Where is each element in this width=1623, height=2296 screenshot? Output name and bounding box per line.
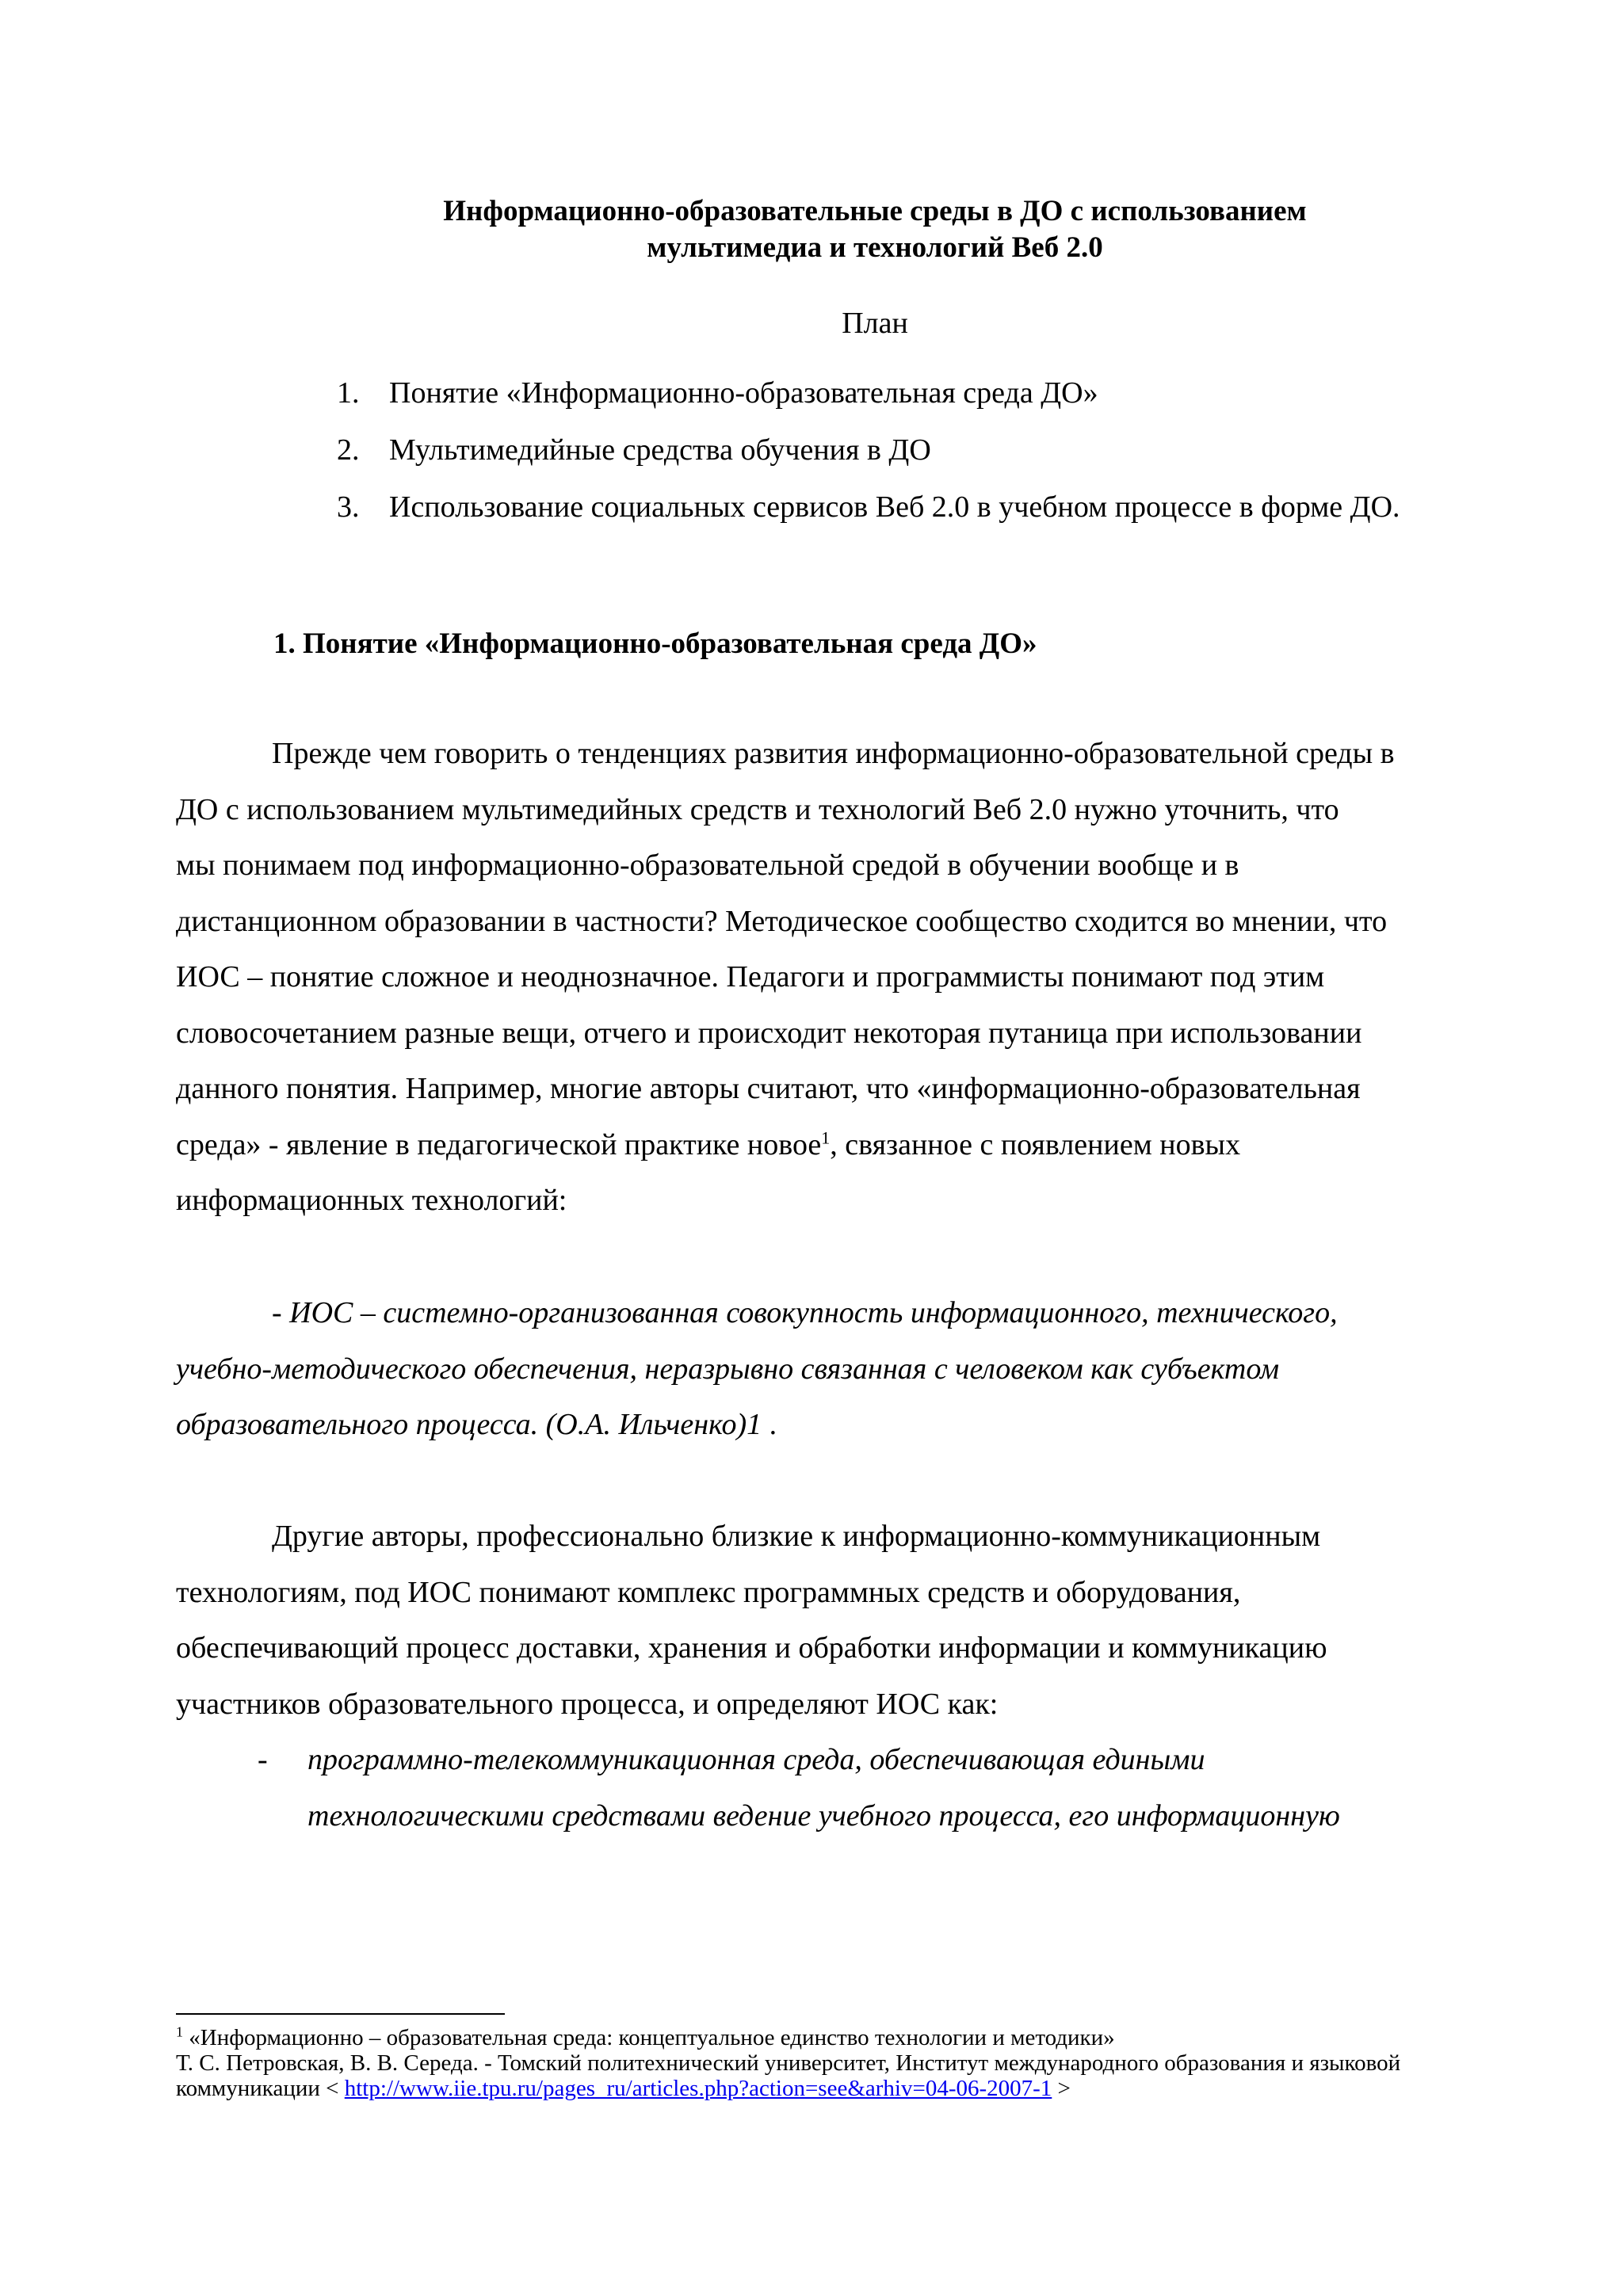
paragraph-line: ДО с использованием мультимедийных средств и технологий Веб 2.0 нужно уточнить, что xyxy=(176,793,1339,826)
paragraph-line xyxy=(176,1127,1240,1163)
plan-list xyxy=(337,375,1526,546)
paragraph-line: мы понимаем под информационно-образовательной средой в обучении вообще и в xyxy=(176,849,1239,882)
plan-item-text: Понятие «Информационно-образовательная среда ДО» xyxy=(389,376,1098,410)
document-title-line-2: мультимедиа и технологий Веб 2.0 xyxy=(647,231,1103,264)
plan-item-text: Мультимедийные средства обучения в ДО xyxy=(389,433,931,467)
document-title-line-1: Информационно-образовательные среды в ДО с использованием xyxy=(443,195,1307,227)
footnote-reference[interactable]: 1 xyxy=(821,1127,831,1148)
footnote-text: «Информационно – образовательная среда: концептуальное единство технологии и методики» xyxy=(183,2025,1115,2050)
footnote-line xyxy=(176,2076,1071,2101)
bullet-dash: - xyxy=(258,1743,268,1776)
paragraph-line: Другие авторы, профессионально близкие к информационно-коммуникационным xyxy=(272,1520,1321,1553)
footnote-link[interactable]: http://www.iie.tpu.ru/pages_ru/articles.php?action=see&arhiv=04-06-2007-1 xyxy=(344,2076,1052,2101)
plan-heading: План xyxy=(842,307,908,340)
plan-item-number: 2. xyxy=(337,433,360,467)
paragraph-line: технологиям, под ИОС понимают комплекс программных средств и оборудования, xyxy=(176,1576,1241,1609)
footnote-text: > xyxy=(1052,2076,1071,2101)
quote-text: ИОС – системно-организованная совокупность информационного, технического, xyxy=(289,1296,1338,1329)
footnote-text: коммуникации < xyxy=(176,2076,345,2101)
paragraph-line: данного понятия. Например, многие авторы считают, что «информационно-образовательная xyxy=(176,1072,1361,1105)
footnote-line xyxy=(176,2025,1115,2050)
quote-text: образовательного процесса. (О.А. Ильченко)1 xyxy=(176,1408,762,1441)
plan-item-number: 3. xyxy=(337,490,360,524)
plan-item xyxy=(337,375,1526,432)
quote-prefix: - xyxy=(272,1296,290,1329)
bullet-line: программно-телекоммуникационная среда, обеспечивающая едиными xyxy=(307,1743,1205,1776)
paragraph-line: Прежде чем говорить о тенденциях развития информационно-образовательной среды в xyxy=(272,737,1395,770)
plan-item-number: 1. xyxy=(337,376,360,410)
paragraph-line: словосочетанием разные вещи, отчего и происходит некоторая путаница при использовании xyxy=(176,1016,1362,1050)
plan-item-text: Использование социальных сервисов Веб 2.0 в учебном процессе в форме ДО. xyxy=(389,490,1400,524)
quote-line: учебно-методического обеспечения, неразрывно связанная с человеком как субъектом xyxy=(176,1352,1280,1386)
footnote-line: Т. С. Петровская, В. В. Середа. - Томский политехнический университет, Институт международного образования и языковой xyxy=(176,2050,1401,2076)
quote-suffix: . xyxy=(762,1408,777,1441)
paragraph-line: участников образовательного процесса, и определяют ИОС как: xyxy=(176,1688,999,1721)
bullet-line: технологическими средствами ведение учебного процесса, его информационную xyxy=(307,1799,1340,1833)
paragraph-text: среда» - явление в педагогической практике новое xyxy=(176,1128,822,1161)
paragraph-line: обеспечивающий процесс доставки, хранения и обработки информации и коммуникацию xyxy=(176,1631,1327,1665)
section-1-heading: 1. Понятие «Информационно-образовательная среда ДО» xyxy=(273,627,1037,660)
quote-line xyxy=(176,1406,777,1443)
paragraph-line: ИОС – понятие сложное и неоднозначное. Педагоги и программисты понимают под этим xyxy=(176,960,1325,994)
footnote-separator xyxy=(176,2013,505,2015)
footnote-marker: 1 xyxy=(176,2023,183,2040)
paragraph-line: дистанционном образовании в частности? Методическое сообщество сходится во мнении, что xyxy=(176,905,1388,938)
paragraph-line: информационных технологий: xyxy=(176,1184,567,1217)
paragraph-text: , связанное с появлением новых xyxy=(830,1128,1241,1161)
quote-line xyxy=(272,1295,1338,1331)
plan-item xyxy=(337,489,1526,546)
plan-item xyxy=(337,432,1526,489)
